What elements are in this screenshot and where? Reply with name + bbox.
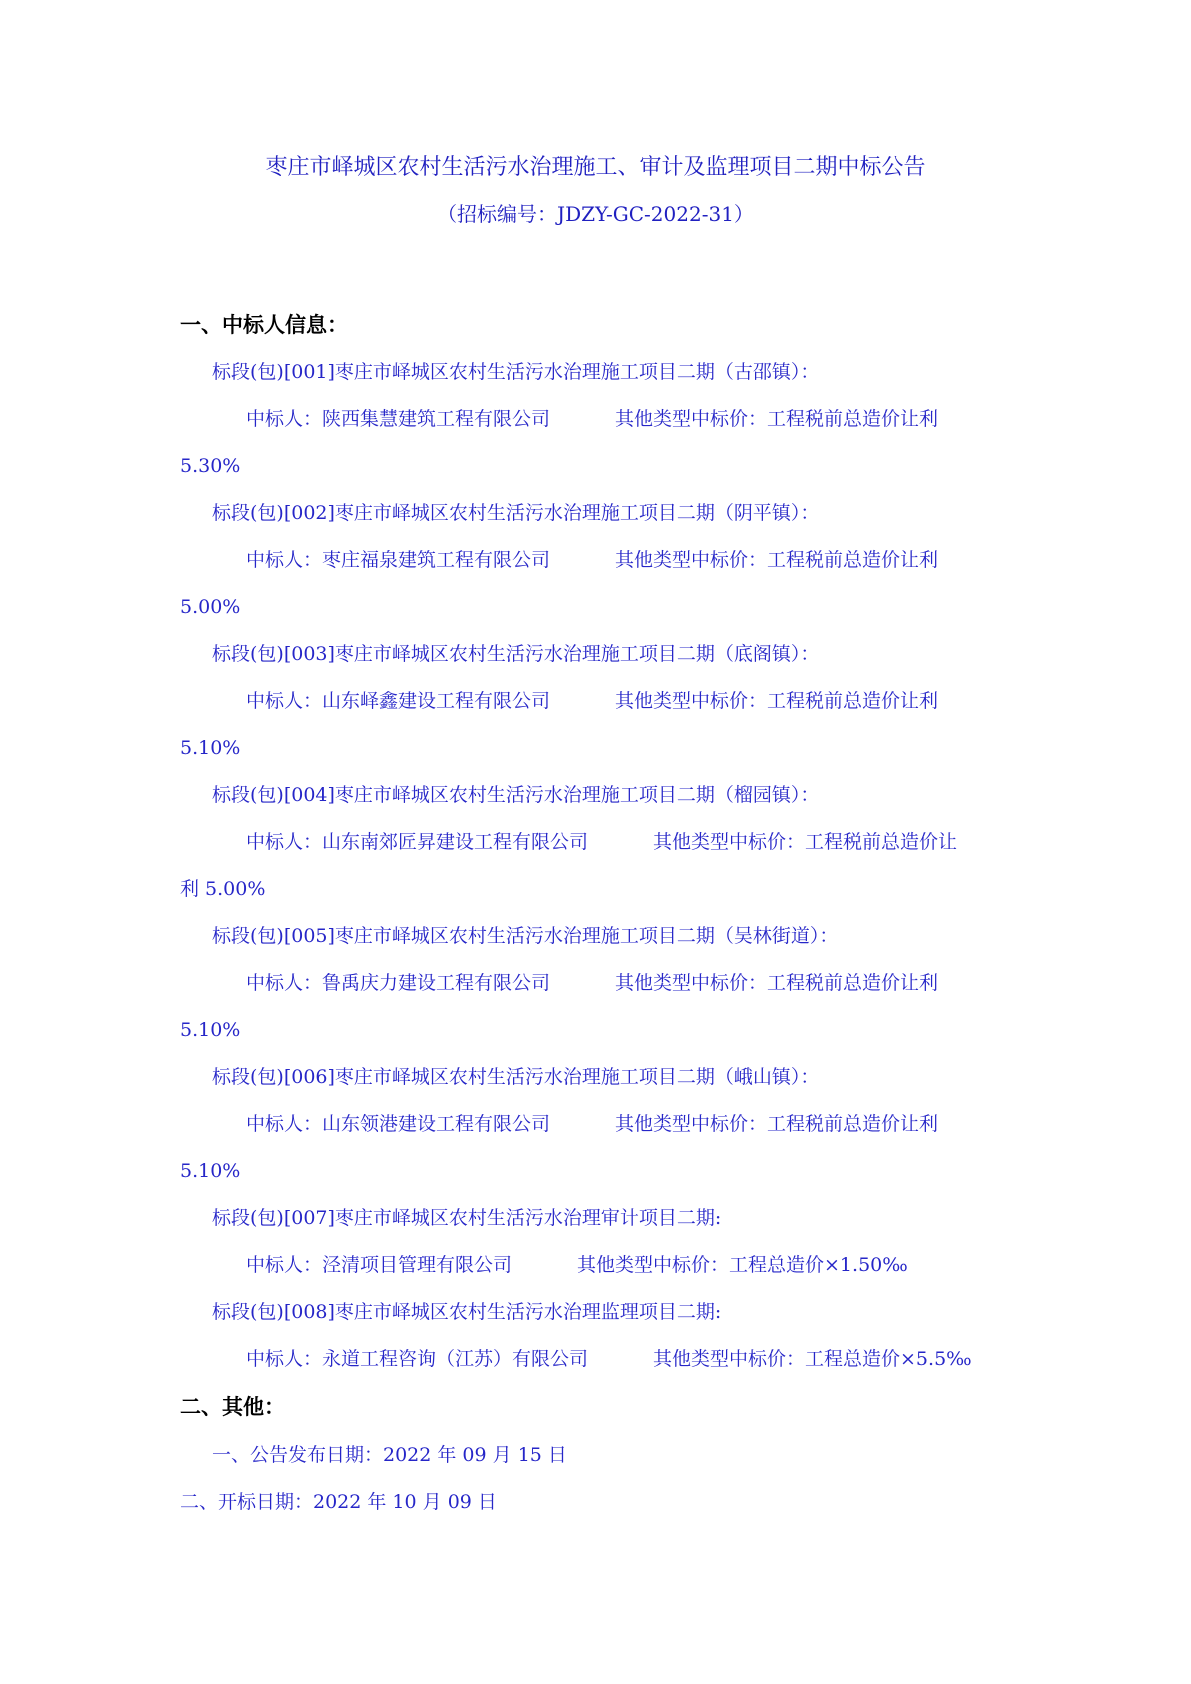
section-heading-other: 二、其他： — [180, 1394, 285, 1419]
lot-title: 标段(包)[007]枣庄市峄城区农村生活污水治理审计项目二期: — [212, 1207, 722, 1229]
publish-date: 一、公告发布日期：2022 年 09 月 15 日 — [212, 1444, 567, 1466]
winning-price-continued: 5.10% — [180, 737, 241, 759]
winning-price-continued: 5.10% — [180, 1160, 241, 1182]
winning-price: 其他类型中标价：工程税前总造价让利 — [615, 549, 939, 571]
winning-price-continued: 5.10% — [180, 1019, 241, 1041]
winning-price: 其他类型中标价：工程税前总造价让利 — [615, 690, 939, 712]
lot-title: 标段(包)[008]枣庄市峄城区农村生活污水治理监理项目二期: — [212, 1301, 722, 1323]
section-heading-winners: 一、中标人信息： — [180, 312, 348, 337]
page-title: 枣庄市峄城区农村生活污水治理施工、审计及监理项目二期中标公告 — [265, 155, 926, 180]
lot-winner-line — [246, 545, 938, 575]
winner-name: 中标人：鲁禹庆力建设工程有限公司 — [246, 972, 551, 994]
winning-price: 其他类型中标价：工程税前总造价让利 — [615, 1113, 939, 1135]
winning-price: 其他类型中标价：工程税前总造价让利 — [615, 972, 939, 994]
lot-winner-line — [246, 1109, 938, 1139]
lot-winner-line — [246, 686, 938, 716]
winning-price: 其他类型中标价：工程总造价×5.5‰ — [653, 1348, 972, 1370]
lot-winner-line — [246, 1250, 908, 1280]
winner-name: 中标人：山东领港建设工程有限公司 — [246, 1113, 551, 1135]
lot-title: 标段(包)[005]枣庄市峄城区农村生活污水治理施工项目二期（吴林街道）： — [212, 925, 839, 947]
lot-winner-line — [246, 1344, 972, 1374]
winning-price: 其他类型中标价：工程税前总造价让利 — [615, 408, 939, 430]
lot-winner-line — [246, 968, 938, 998]
winner-name: 中标人：泾清项目管理有限公司 — [246, 1254, 513, 1276]
winning-price-continued: 利 5.00% — [180, 878, 266, 900]
winner-name: 中标人：陕西集慧建筑工程有限公司 — [246, 408, 551, 430]
open-date: 二、开标日期：2022 年 10 月 09 日 — [180, 1491, 497, 1513]
winning-price-continued: 5.00% — [180, 596, 241, 618]
lot-winner-line — [246, 827, 957, 857]
lot-title: 标段(包)[003]枣庄市峄城区农村生活污水治理施工项目二期（底阁镇）： — [212, 643, 820, 665]
bid-number: （招标编号：JDZY-GC-2022-31） — [437, 202, 754, 226]
lot-title: 标段(包)[006]枣庄市峄城区农村生活污水治理施工项目二期（峨山镇）： — [212, 1066, 820, 1088]
winning-price: 其他类型中标价：工程总造价×1.50‰ — [577, 1254, 908, 1276]
lot-title: 标段(包)[004]枣庄市峄城区农村生活污水治理施工项目二期（榴园镇）： — [212, 784, 820, 806]
winner-name: 中标人：山东南郊匠昇建设工程有限公司 — [246, 831, 589, 853]
winner-name: 中标人：枣庄福泉建筑工程有限公司 — [246, 549, 551, 571]
lot-winner-line — [246, 404, 938, 434]
lot-title: 标段(包)[001]枣庄市峄城区农村生活污水治理施工项目二期（古邵镇）： — [212, 361, 820, 383]
winning-price-continued: 5.30% — [180, 455, 241, 477]
winner-name: 中标人：山东峄鑫建设工程有限公司 — [246, 690, 551, 712]
winning-price: 其他类型中标价：工程税前总造价让 — [653, 831, 958, 853]
winner-name: 中标人：永道工程咨询（江苏）有限公司 — [246, 1348, 589, 1370]
lot-title: 标段(包)[002]枣庄市峄城区农村生活污水治理施工项目二期（阴平镇）： — [212, 502, 820, 524]
